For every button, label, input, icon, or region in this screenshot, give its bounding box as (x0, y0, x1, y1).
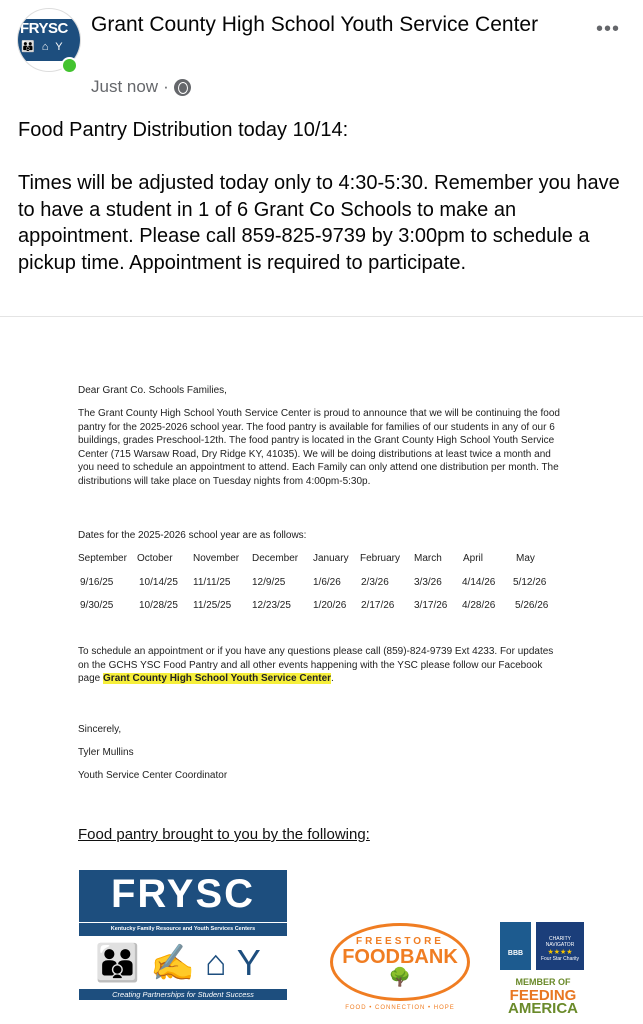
month-header: October (137, 553, 173, 564)
bbb-text: BBB (507, 950, 524, 957)
date-cell: 1/20/26 (313, 600, 347, 611)
date-cell: 12/9/25 (252, 577, 286, 588)
frysc-tagline: Creating Partnerships for Student Success (79, 989, 287, 1000)
page-name-link[interactable]: Grant County High School Youth Service Center (91, 13, 539, 36)
date-cell: 9/16/25 (80, 577, 114, 588)
month-header: November (193, 553, 240, 564)
contact-paragraph (78, 645, 566, 686)
online-status-dot (61, 57, 78, 74)
more-options-button[interactable]: ••• (596, 18, 621, 40)
post-meta (91, 77, 191, 97)
month-header: April (463, 553, 484, 564)
sponsors-heading: Food pantry brought to you by the following: (78, 826, 370, 843)
globe-icon[interactable] (174, 79, 191, 96)
date-cell: 10/28/25 (139, 600, 178, 611)
feeding-america-logo (503, 976, 583, 1015)
contact-text: To schedule an appointment or if you have any questions please call (859)-824-9739 Ext 4233. For updates on the GCHS YSC Food Pantry and all other events happening with the YSC please follow our Facebook page (78, 646, 554, 685)
fa-america: AMERICA (508, 1000, 578, 1017)
month-header: September (78, 553, 127, 564)
freestore-foodbank-logo (330, 923, 470, 1001)
date-cell: 9/30/25 (80, 600, 114, 611)
month-header: March (414, 553, 442, 564)
date-cell: 10/14/25 (139, 577, 178, 588)
month-header: December (252, 553, 299, 564)
date-cell: 11/11/25 (193, 577, 231, 588)
date-cell: 5/12/26 (513, 577, 547, 588)
dates-heading: Dates for the 2025-2026 school year are as follows: (78, 530, 307, 541)
period: . (331, 673, 334, 685)
charity-navigator-logo (536, 922, 584, 970)
family-icons: 👪✍⌂Y (95, 942, 271, 983)
cn-title: CHARITY NAVIGATOR (545, 936, 575, 948)
cn-sub: Four Star Charity (540, 956, 580, 962)
date-cell: 11/25/25 (193, 600, 232, 611)
cn-stars: ★★★★ (547, 949, 573, 956)
fa-feeding: FEEDING (509, 987, 577, 1004)
date-cell: 3/3/26 (414, 577, 442, 588)
signer-name: Tyler Mullins (78, 747, 134, 758)
post-timestamp[interactable]: Just now (91, 77, 159, 96)
date-cell: 5/26/26 (515, 600, 549, 611)
facebook-page-highlight: Grant County High School Youth Service Center (103, 673, 332, 685)
letter-paragraph: The Grant County High School Youth Service Center is proud to announce that we will be continuing the food pantry for the 2025-2026 school year. The food pantry is available for families of our students in any of our 6 buildings, grades Preschool-12th. The food pantry is located in the Grant County High School Youth Service Center (715 Warsaw Road, Dry Ridge KY, 41035). We will be doing distributions at least twice a month and you need to schedule an appointment to attend. Each Family can only attend one distribution per month. The distributions will take place on Tuesday nights from 4:00pm-5:30p. (78, 408, 560, 487)
freestore-top: FREESTORE (356, 936, 444, 947)
date-cell: 3/17/26 (414, 600, 448, 611)
month-header: May (516, 553, 535, 564)
date-cell: 4/28/26 (462, 600, 496, 611)
letter-closing: Sincerely, (78, 724, 122, 735)
letter-greeting: Dear Grant Co. Schools Families, (78, 385, 227, 396)
frysc-title: FRYSC (110, 872, 256, 916)
date-cell: 2/17/26 (361, 600, 395, 611)
freestore-main: FOODBANK (342, 946, 458, 968)
frysc-logo (79, 870, 287, 1000)
date-cell: 2/3/26 (361, 577, 389, 588)
post-body: Times will be adjusted today only to 4:30-5:30. Remember you have to have a student in 1 of 6 Grant Co Schools to make an appointment. Please call 859-825-9739 by 3:00pm to schedule a pickup time. Appointment is required to participate. (18, 172, 620, 274)
freestore-tagline: FOOD • CONNECTION • HOPE (345, 1005, 455, 1011)
tree-icon: 🌳 (388, 967, 412, 987)
bbb-logo (500, 922, 531, 970)
month-header: January (313, 553, 349, 564)
signer-title: Youth Service Center Coordinator (78, 770, 228, 781)
post-title-line: Food Pantry Distribution today 10/14: (18, 119, 349, 141)
month-header: February (360, 553, 401, 564)
date-cell: 12/23/25 (252, 600, 291, 611)
fa-member: MEMBER OF (515, 977, 571, 987)
meta-separator: · (163, 77, 169, 96)
date-cell: 4/14/26 (462, 577, 496, 588)
post-text (18, 117, 628, 276)
frysc-subtitle: Kentucky Family Resource and Youth Services Centers (79, 922, 287, 932)
avatar-logo-text: FRYSC (20, 20, 68, 37)
date-cell: 1/6/26 (313, 577, 341, 588)
avatar-icons: 👪 ⌂ Y (21, 41, 65, 53)
